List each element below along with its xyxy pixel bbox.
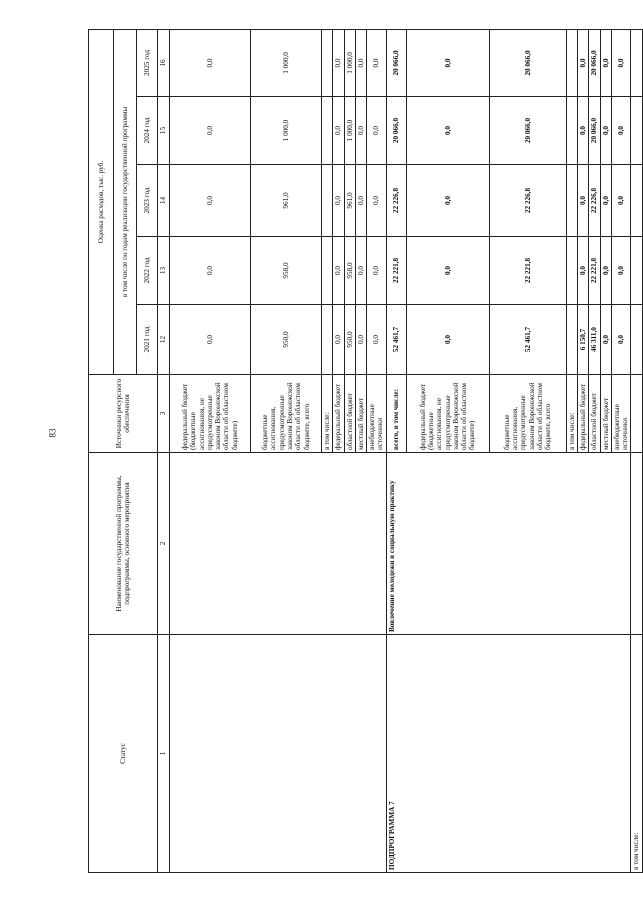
header-status: Статус bbox=[89, 635, 158, 873]
source-cell: областной бюджет bbox=[344, 375, 355, 453]
value-cell: 0,0 bbox=[333, 29, 344, 96]
budget-table-container bbox=[88, 30, 641, 873]
value-cell: 0,0 bbox=[611, 97, 631, 165]
source-cell: внебюджетные источники bbox=[611, 375, 631, 453]
value-cell bbox=[566, 29, 577, 96]
header-row-1 bbox=[89, 29, 114, 872]
value-cell: 6 150,7 bbox=[577, 305, 588, 375]
value-cell bbox=[566, 97, 577, 165]
value-cell: 20 066,0 bbox=[589, 97, 600, 165]
empty-cell bbox=[631, 305, 642, 375]
value-cell: 1 000,0 bbox=[344, 97, 355, 165]
value-cell: 0,0 bbox=[355, 29, 366, 96]
budget-table bbox=[88, 29, 643, 873]
value-cell: 0,0 bbox=[355, 97, 366, 165]
value-cell: 0,0 bbox=[577, 97, 588, 165]
value-cell: 950,0 bbox=[344, 305, 355, 375]
source-cell: местный бюджет bbox=[355, 375, 366, 453]
header-source: Источники ресурсного обеспечения bbox=[89, 375, 158, 453]
source-cell: в том числе: bbox=[322, 375, 333, 453]
value-cell: 0,0 bbox=[367, 165, 387, 237]
subprogram-name: Вовлечение молодежи в социальную практику bbox=[386, 453, 631, 635]
value-cell: 0,0 bbox=[367, 29, 387, 96]
source-cell: внебюджетные источники bbox=[367, 375, 387, 453]
value-cell: 22 226,8 bbox=[386, 165, 406, 237]
page-number: 83 bbox=[47, 428, 58, 438]
status-cell bbox=[170, 635, 387, 873]
value-cell: 958,0 bbox=[344, 237, 355, 305]
value-cell: 22 226,8 bbox=[489, 165, 566, 237]
value-cell: 0,0 bbox=[170, 29, 251, 96]
value-cell: 0,0 bbox=[611, 305, 631, 375]
value-cell: 0,0 bbox=[406, 305, 489, 375]
value-cell: 0,0 bbox=[611, 165, 631, 237]
col-number: 2 bbox=[158, 453, 170, 635]
value-cell: 961,0 bbox=[344, 165, 355, 237]
col-number: 3 bbox=[158, 375, 170, 453]
value-cell: 0,0 bbox=[611, 29, 631, 96]
empty-cell bbox=[631, 165, 642, 237]
value-cell: 0,0 bbox=[406, 29, 489, 96]
value-cell: 22 221,8 bbox=[589, 237, 600, 305]
empty-cell bbox=[631, 29, 642, 96]
col-number: 14 bbox=[158, 165, 170, 237]
value-cell: 1 000,0 bbox=[251, 29, 322, 96]
value-cell: 0,0 bbox=[355, 305, 366, 375]
source-cell: федеральный бюджет bbox=[333, 375, 344, 453]
value-cell: 0,0 bbox=[333, 165, 344, 237]
value-cell: 22 226,8 bbox=[589, 165, 600, 237]
value-cell: 958,0 bbox=[251, 237, 322, 305]
value-cell: 0,0 bbox=[367, 237, 387, 305]
col-number: 1 bbox=[158, 635, 170, 873]
source-cell: всего, в том числе: bbox=[386, 375, 406, 453]
column-numbers-row bbox=[158, 29, 170, 872]
value-cell: 0,0 bbox=[406, 237, 489, 305]
value-cell bbox=[322, 29, 333, 96]
value-cell: 20 066,0 bbox=[589, 29, 600, 96]
header-by-years: в том числе по годам реализации государственной программы bbox=[114, 29, 137, 374]
source-cell: местный бюджет bbox=[600, 375, 611, 453]
value-cell: 0,0 bbox=[406, 165, 489, 237]
value-cell: 0,0 bbox=[600, 237, 611, 305]
value-cell: 0,0 bbox=[355, 237, 366, 305]
empty-cell bbox=[631, 375, 642, 453]
value-cell: 20 066,0 bbox=[489, 29, 566, 96]
value-cell bbox=[566, 237, 577, 305]
empty-cell bbox=[631, 237, 642, 305]
value-cell: 52 461,7 bbox=[386, 305, 406, 375]
value-cell: 0,0 bbox=[333, 237, 344, 305]
value-cell: 961,0 bbox=[251, 165, 322, 237]
col-number: 16 bbox=[158, 29, 170, 96]
header-year: 2024 год bbox=[137, 97, 158, 165]
value-cell: 0,0 bbox=[170, 165, 251, 237]
value-cell: 1 000,0 bbox=[344, 29, 355, 96]
value-cell: 22 221,8 bbox=[386, 237, 406, 305]
value-cell bbox=[322, 165, 333, 237]
header-year: 2023 год bbox=[137, 165, 158, 237]
value-cell: 0,0 bbox=[367, 305, 387, 375]
source-cell: бюджетные ассигнования, предусмотренные законом Воронежской области об областном бюджете, всего bbox=[251, 375, 322, 453]
source-cell: федеральный бюджет (бюджетные ассигнования, не предусмотренные законом Воронежской области об областном бюджете) bbox=[170, 375, 251, 453]
source-cell: федеральный бюджет (бюджетные ассигнования, не предусмотренные законом Воронежской области об областном бюджете) bbox=[406, 375, 489, 453]
value-cell bbox=[566, 165, 577, 237]
value-cell: 46 311,0 bbox=[589, 305, 600, 375]
value-cell bbox=[322, 97, 333, 165]
header-year: 2022 год bbox=[137, 237, 158, 305]
value-cell: 0,0 bbox=[406, 97, 489, 165]
value-cell: 0,0 bbox=[600, 165, 611, 237]
source-cell: федеральный бюджет bbox=[577, 375, 588, 453]
value-cell: 1 000,0 bbox=[251, 97, 322, 165]
empty-cell bbox=[631, 97, 642, 165]
col-number: 12 bbox=[158, 305, 170, 375]
value-cell: 22 221,8 bbox=[489, 237, 566, 305]
value-cell: 20 066,0 bbox=[489, 97, 566, 165]
table-row bbox=[386, 29, 406, 872]
rotated-table-wrapper bbox=[88, 30, 641, 873]
value-cell: 0,0 bbox=[577, 237, 588, 305]
value-cell: 0,0 bbox=[170, 305, 251, 375]
col-number: 13 bbox=[158, 237, 170, 305]
value-cell: 0,0 bbox=[170, 237, 251, 305]
value-cell: 0,0 bbox=[600, 305, 611, 375]
value-cell: 0,0 bbox=[333, 97, 344, 165]
header-estimate: Оценка расходов, тыс. руб. bbox=[89, 29, 114, 374]
header-name: Наименование государственной программы, подпрограммы, основного мероприятия bbox=[89, 453, 158, 635]
value-cell: 0,0 bbox=[577, 165, 588, 237]
value-cell: 20 066,0 bbox=[386, 97, 406, 165]
table-row bbox=[170, 29, 251, 872]
value-cell: 0,0 bbox=[577, 29, 588, 96]
value-cell: 0,0 bbox=[333, 305, 344, 375]
value-cell: 0,0 bbox=[367, 97, 387, 165]
value-cell: 0,0 bbox=[600, 97, 611, 165]
value-cell bbox=[322, 305, 333, 375]
value-cell bbox=[322, 237, 333, 305]
value-cell: 20 066,0 bbox=[386, 29, 406, 96]
header-year: 2021 год bbox=[137, 305, 158, 375]
source-cell: бюджетные ассигнования, предусмотренные законом Воронежской области об областном бюджете, всего bbox=[489, 375, 566, 453]
value-cell: 0,0 bbox=[611, 237, 631, 305]
value-cell: 950,0 bbox=[251, 305, 322, 375]
subprogram-status: ПОДПРОГРАММА 7 bbox=[386, 635, 631, 873]
value-cell: 52 461,7 bbox=[489, 305, 566, 375]
value-cell bbox=[566, 305, 577, 375]
value-cell: 0,0 bbox=[600, 29, 611, 96]
name-cell bbox=[170, 453, 387, 635]
header-year: 2025 год bbox=[137, 29, 158, 96]
source-cell: областной бюджет bbox=[589, 375, 600, 453]
value-cell: 0,0 bbox=[355, 165, 366, 237]
source-cell: в том числе: bbox=[566, 375, 577, 453]
footer-status-cell: в том числе: bbox=[631, 635, 642, 873]
empty-cell bbox=[631, 453, 642, 635]
col-number: 15 bbox=[158, 97, 170, 165]
table-row bbox=[631, 29, 642, 872]
value-cell: 0,0 bbox=[170, 97, 251, 165]
